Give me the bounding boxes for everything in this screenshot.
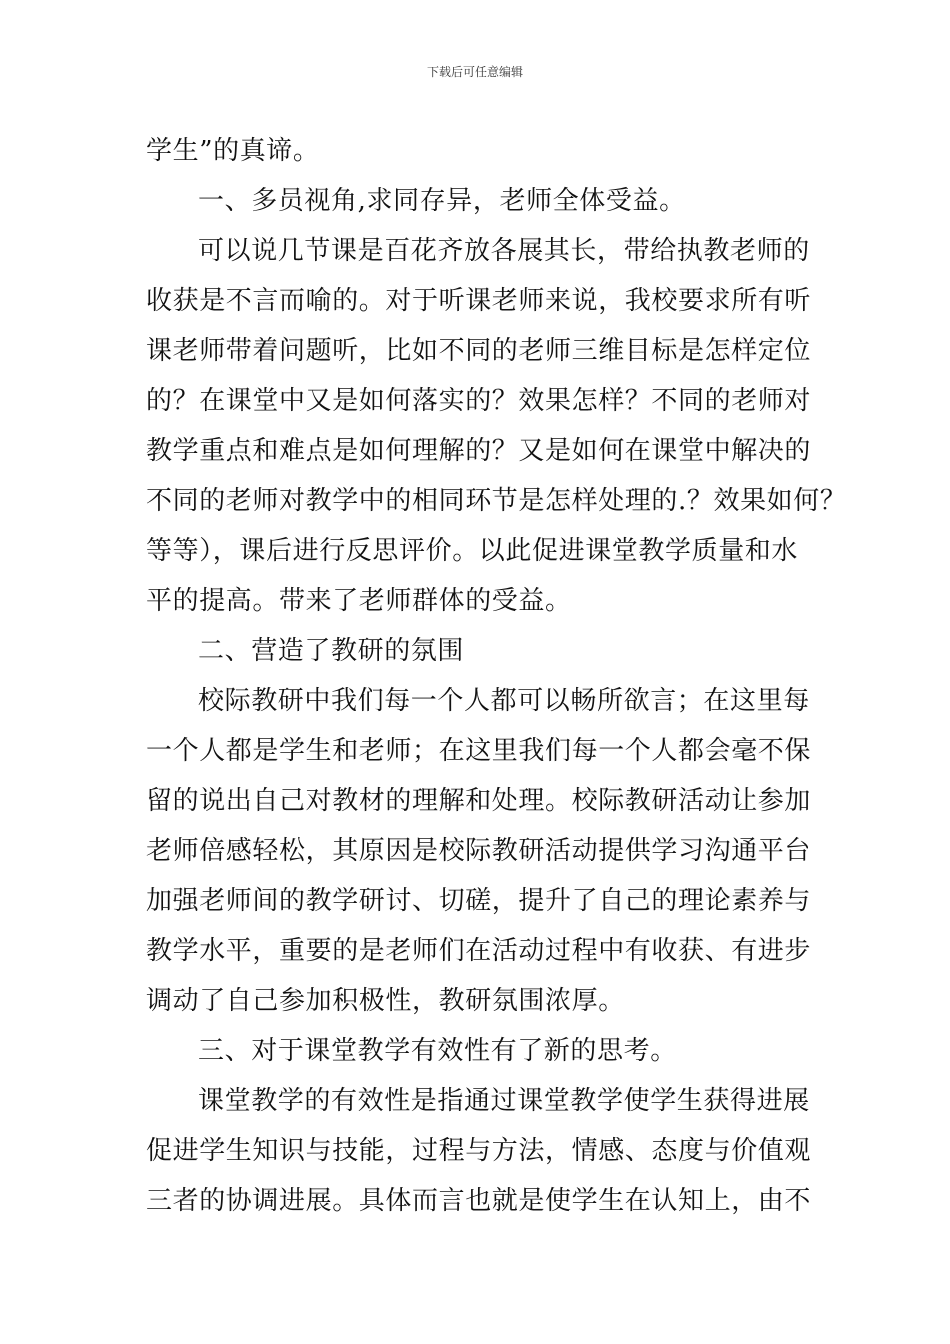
text-line: 的？在课堂中又是如何落实的？效果怎样？不同的老师对 [146,386,812,416]
text-line: 一个人都是学生和老师；在这里我们每一个人都会毫不保 [146,736,812,766]
section-heading: 三、对于课堂教学有效性有了新的思考。 [198,1036,677,1066]
text-line: 留的说出自己对教材的理解和处理。校际教研活动让参加 [146,786,812,816]
paragraph-first-line: 课堂教学的有效性是指通过课堂教学使学生获得进展 [198,1086,810,1116]
page-header: 下载后可任意编辑 [426,65,523,79]
text-line: 不同的老师对教学中的相同环节是怎样处理的.？效果如何？ [146,486,847,516]
text-line: 三者的协调进展。具体而言也就是使学生在认知上，由不 [146,1186,812,1216]
document-body [146,126,847,1226]
text-line: 加强老师间的教学研讨、切磋，提升了自己的理论素养与 [146,886,812,916]
paragraph-first-line: 可以说几节课是百花齐放各展其长，带给执教老师的 [198,236,810,266]
text-line: 教学水平，重要的是老师们在活动过程中有收获、有进步 [146,936,812,966]
text-line: 学生”的真谛。 [146,136,320,166]
text-line: 促进学生知识与技能，过程与方法，情感、态度与价值观 [146,1136,812,1166]
text-line: 调动了自己参加积极性，教研氛围浓厚。 [146,986,625,1016]
section-heading: 二、营造了教研的氛围 [198,636,465,666]
text-line: 老师倍感轻松，其原因是校际教研活动提供学习沟通平台 [146,836,812,866]
text-line: 教学重点和难点是如何理解的？又是如何在课堂中解决的 [146,436,812,466]
section-heading: 一、多员视角,求同存异，老师全体受益。 [198,186,686,216]
text-line: 课老师带着问题听，比如不同的老师三维目标是怎样定位 [146,336,812,366]
text-line: 收获是不言而喻的。对于听课老师来说，我校要求所有听 [146,286,812,316]
text-line: 平的提高。带来了老师群体的受益。 [146,586,572,616]
paragraph-first-line: 校际教研中我们每一个人都可以畅所欲言；在这里每 [198,686,810,716]
text-line: 等等），课后进行反思评价。以此促进课堂教学质量和水 [146,536,799,566]
